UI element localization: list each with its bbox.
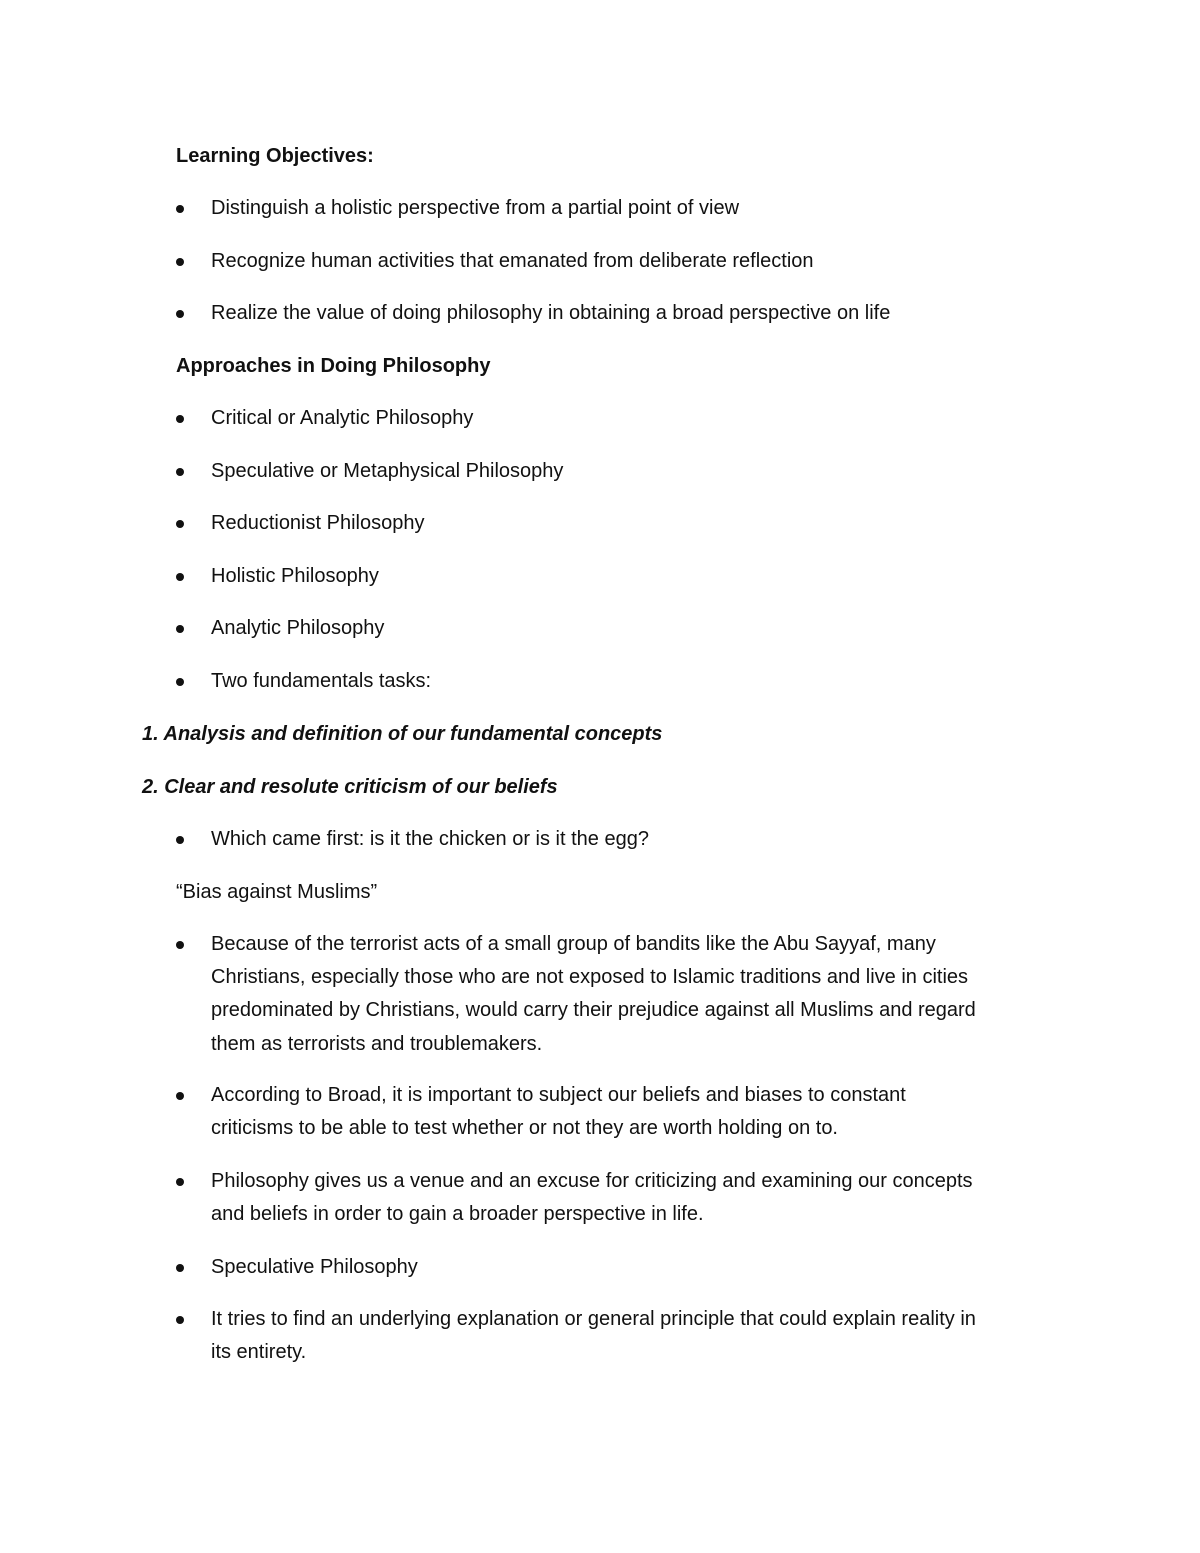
paragraph-line: predominated by Christians, would carry their prejudice against all Muslims and regard xyxy=(211,999,976,1021)
learning-objectives-heading: Learning Objectives: xyxy=(176,145,374,167)
approach-item: Reductionist Philosophy xyxy=(211,512,425,534)
paragraph-line: It tries to find an underlying explanation or general principle that could explain reality in xyxy=(211,1308,976,1330)
bullet-icon xyxy=(176,941,184,949)
paragraph-line: its entirety. xyxy=(211,1341,307,1363)
bullet-icon xyxy=(176,1316,184,1324)
paragraph-line: Christians, especially those who are not exposed to Islamic traditions and live in cities xyxy=(211,966,969,988)
bullet-icon xyxy=(176,678,184,686)
approaches-heading: Approaches in Doing Philosophy xyxy=(176,355,491,377)
speculative-item: Speculative Philosophy xyxy=(211,1256,418,1278)
question-item: Which came first: is it the chicken or is it the egg? xyxy=(211,828,649,850)
bullet-icon xyxy=(176,573,184,581)
bias-heading: “Bias against Muslims” xyxy=(176,881,378,903)
bullet-icon xyxy=(176,415,184,423)
bullet-icon xyxy=(176,310,184,318)
approach-item: Speculative or Metaphysical Philosophy xyxy=(211,460,564,482)
paragraph-line: criticisms to be able to test whether or not they are worth holding on to. xyxy=(211,1117,838,1139)
bullet-icon xyxy=(176,836,184,844)
objective-item: Recognize human activities that emanated from deliberate reflection xyxy=(211,250,814,272)
bullet-icon xyxy=(176,205,184,213)
objective-item: Distinguish a holistic perspective from a partial point of view xyxy=(211,197,740,219)
bullet-icon xyxy=(176,1264,184,1272)
objective-item: Realize the value of doing philosophy in obtaining a broad perspective on life xyxy=(211,302,891,324)
paragraph-line: Philosophy gives us a venue and an excuse for criticizing and examining our concepts xyxy=(211,1170,973,1192)
approach-item: Analytic Philosophy xyxy=(211,617,385,639)
task-item: 2. Clear and resolute criticism of our beliefs xyxy=(142,776,558,798)
bullet-icon xyxy=(176,468,184,476)
bullet-icon xyxy=(176,1178,184,1186)
paragraph-line: According to Broad, it is important to subject our beliefs and biases to constant xyxy=(211,1084,906,1106)
approach-item: Two fundamentals tasks: xyxy=(211,670,432,692)
task-item: 1. Analysis and definition of our fundamental concepts xyxy=(142,723,663,745)
paragraph-line: them as terrorists and troublemakers. xyxy=(211,1033,543,1055)
paragraph-line: and beliefs in order to gain a broader perspective in life. xyxy=(211,1203,704,1225)
approach-item: Holistic Philosophy xyxy=(211,565,379,587)
bullet-icon xyxy=(176,1092,184,1100)
bullet-icon xyxy=(176,258,184,266)
paragraph-line: Because of the terrorist acts of a small group of bandits like the Abu Sayyaf, many xyxy=(211,933,936,955)
bullet-icon xyxy=(176,520,184,528)
approach-item: Critical or Analytic Philosophy xyxy=(211,407,474,429)
bullet-icon xyxy=(176,625,184,633)
